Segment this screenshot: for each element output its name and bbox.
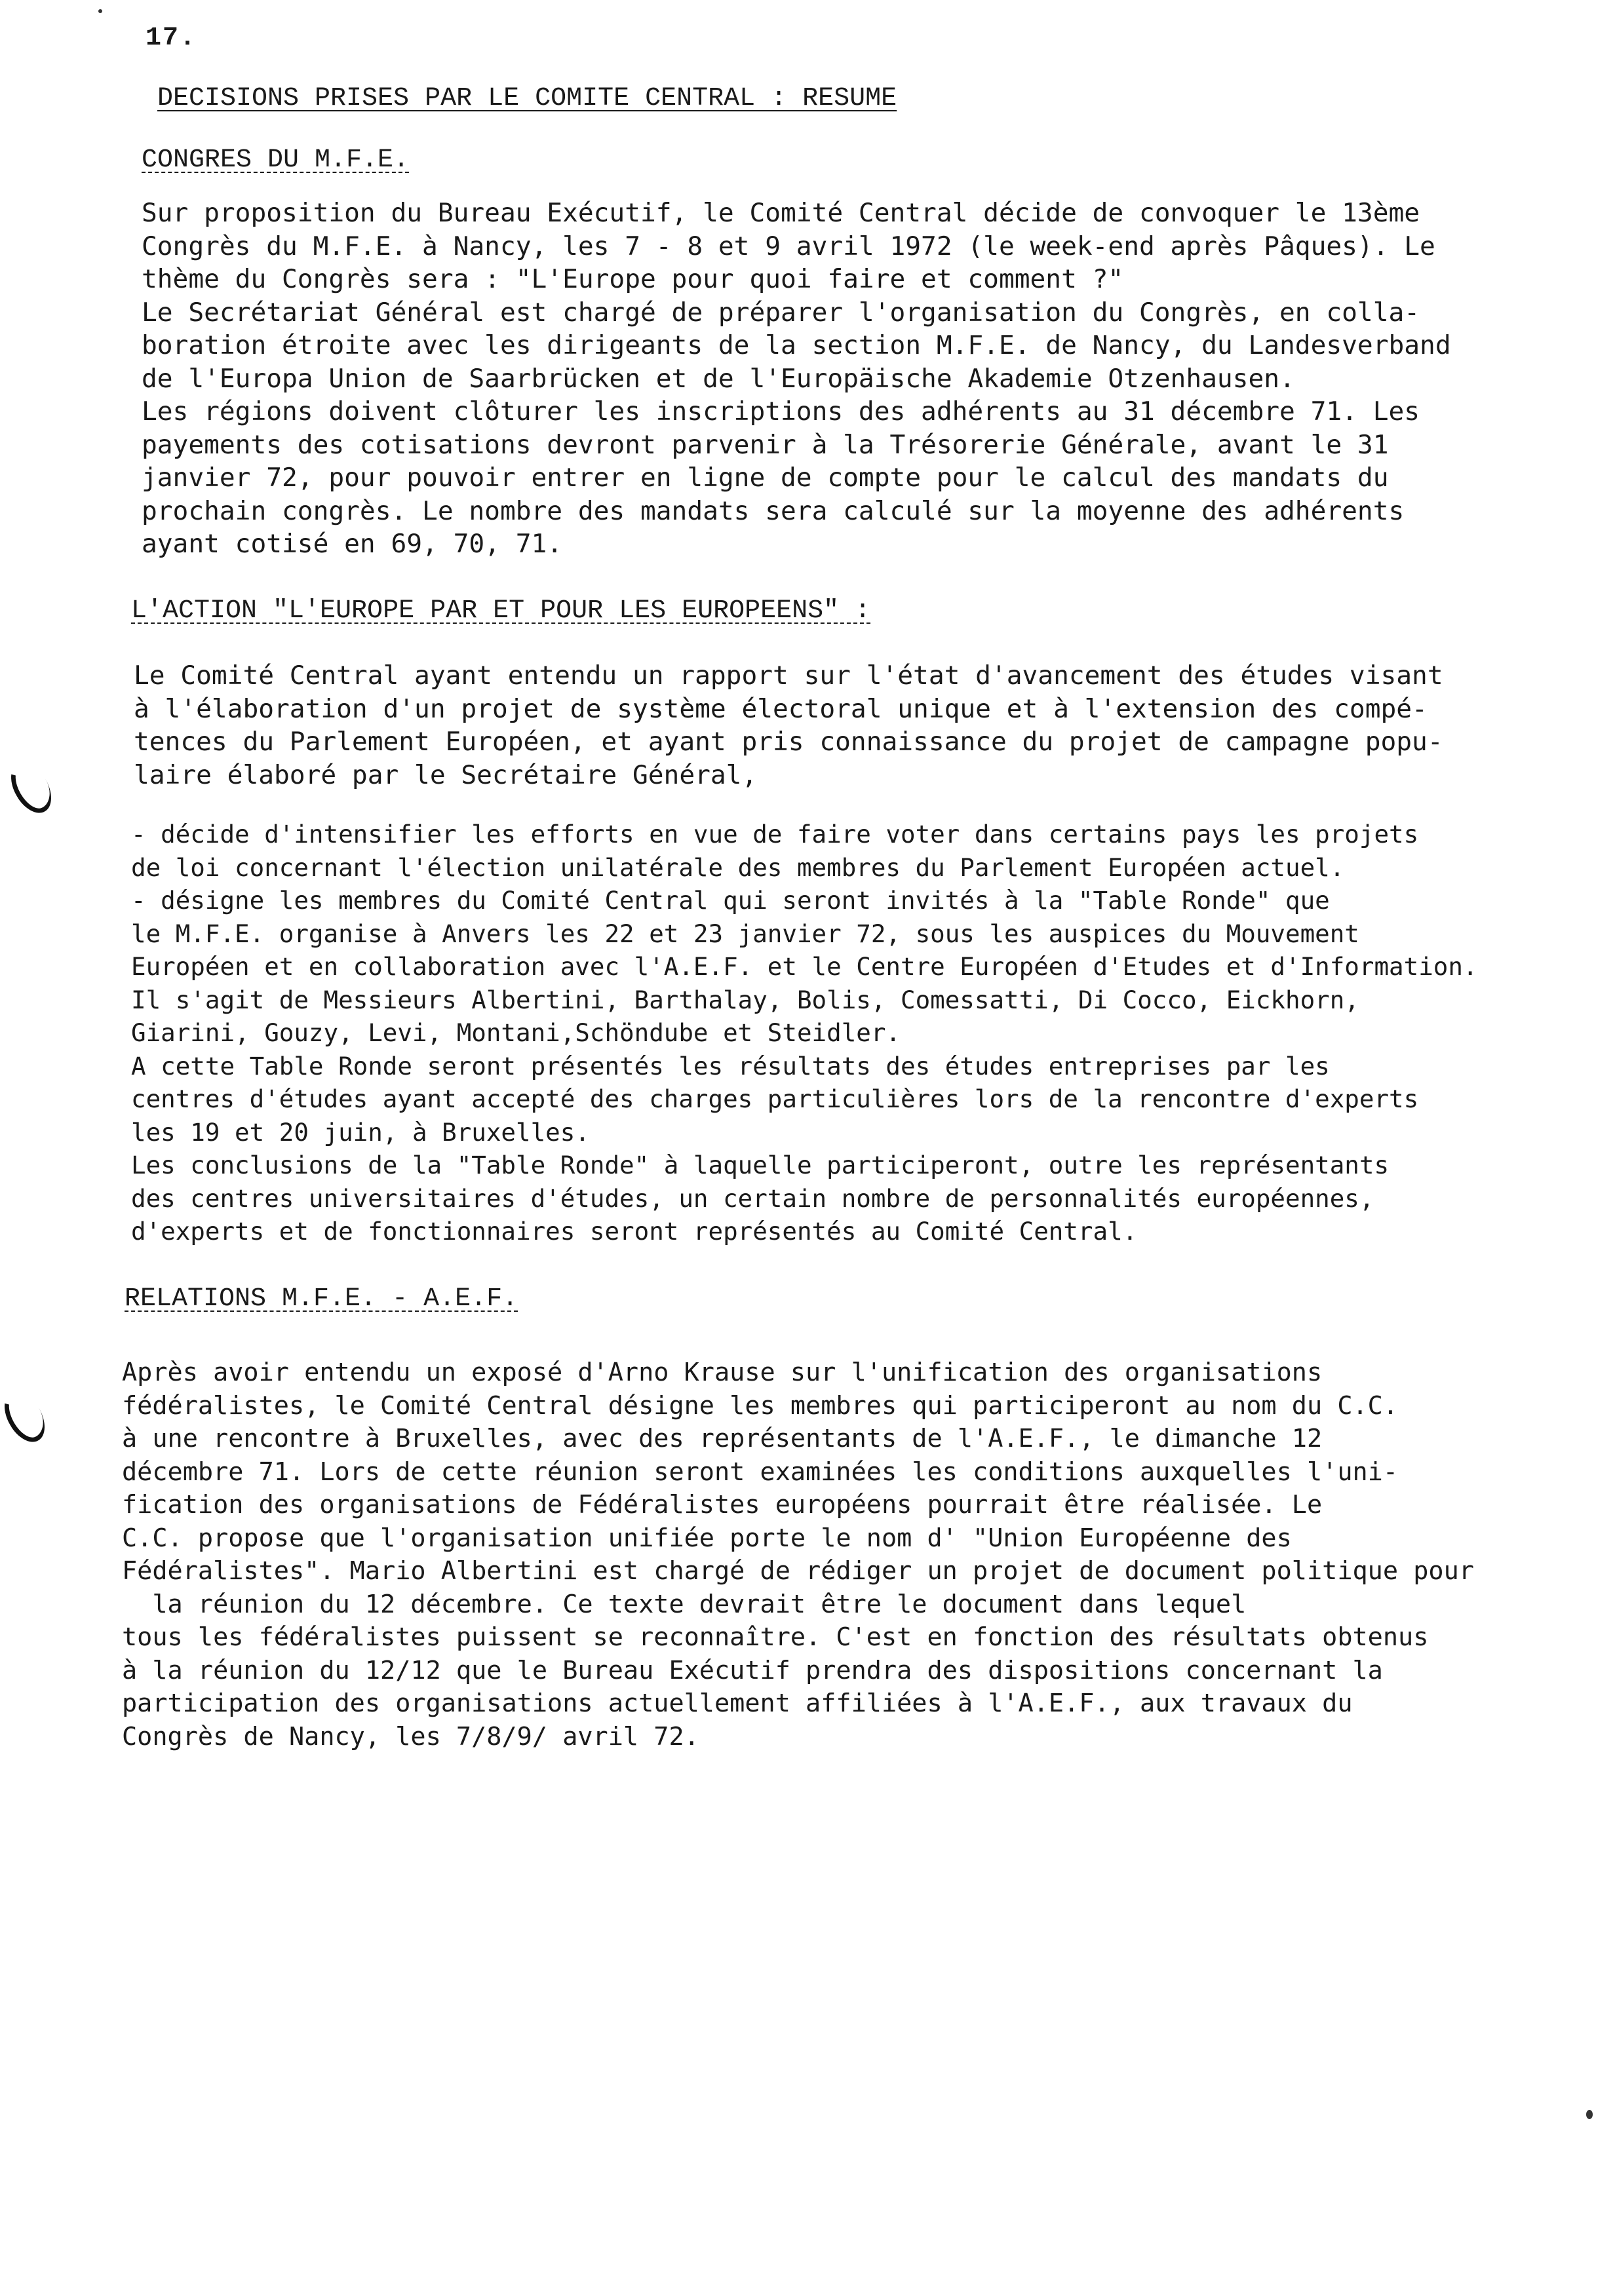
- page-number: 17.: [146, 24, 197, 53]
- punch-hole-mark-top: [3, 756, 59, 820]
- paragraph-congres: Sur proposition du Bureau Exécutif, le Comité Central décide de convoquer le 13ème Congrès du M.F.E. à Nancy, les 7 - 8 et 9 avril 1972 (le week-end après Pâques). Le thème du Congrès sera : "L'Europe pour quoi faire et comment ?" Le Secrétariat Général est chargé de préparer l'organisation du Congrès, en colla- boration étroite avec les dirigeants de la section M.F.E. de Nancy, du Landesverband de l'Europa Union de Saarbrücken et de l'Europäische Akademie Otzenhausen. Les régions doivent clôturer les inscriptions des adhérents au 31 décembre 71. Les payements des cotisations devront parvenir à la Trésorerie Générale, avant le 31 janvier 72, pour pouvoir entrer en ligne de compte pour le calcul des mandats du prochain congrès. Le nombre des mandats sera calculé sur la moyenne des adhérents ayant cotisé en 69, 70, 71.: [142, 198, 1451, 559]
- scan-speck: [98, 9, 102, 13]
- paragraph-action-decisions: - décide d'intensifier les efforts en vue de faire voter dans certains pays les projets de loi concernant l'élection unilatérale des membres du Parlement Européen actuel. - désigne les membres du Comité Central qui seront invités à la "Table Ronde" que le M.F.E. organise à Anvers les 22 et 23 janvier 72, sous les auspices du Mouvement Européen et en collaboration avec l'A.E.F. et le Centre Européen d'Etudes et d'Information. Il s'agit de Messieurs Albertini, Barthalay, Bolis, Comessatti, Di Cocco, Eickhorn, Giarini, Gouzy, Levi, Montani,Schöndube et Steidler. A cette Table Ronde seront présentés les résultats des études entreprises par les centres d'études ayant accepté des charges particulières lors de la rencontre d'experts les 19 et 20 juin, à Bruxelles. Les conclusions de la "Table Ronde" à laquelle participeront, outre les représentants des centres universitaires d'études, un certain nombre de personnalités européennes, d'experts et de fonctionnaires seront représentés au Comité Central.: [131, 820, 1478, 1246]
- paragraph-action-intro: Le Comité Central ayant entendu un rapport sur l'état d'avancement des études visant à l'élaboration d'un projet de système électoral unique et à l'extension des compé- tences du Parlement Européen, et ayant pris connaissance du projet de campagne popu- laire élaboré par le Secrétaire Général,: [134, 660, 1443, 790]
- section-heading-congres: CONGRES DU M.F.E.: [142, 145, 410, 175]
- section-heading-action: L'ACTION "L'EUROPE PAR ET POUR LES EUROPEENS" :: [131, 596, 871, 626]
- scan-speck-corner: [1586, 2110, 1593, 2119]
- document-title: DECISIONS PRISES PAR LE COMITE CENTRAL : RESUME: [157, 84, 897, 113]
- punch-hole-mark-bottom: [0, 1385, 53, 1449]
- section-heading-relations: RELATIONS M.F.E. - A.E.F.: [125, 1284, 518, 1314]
- paragraph-relations: Après avoir entendu un exposé d'Arno Krause sur l'unification des organisations fédéralistes, le Comité Central désigne les membres qui participeront au nom du C.C. à une rencontre à Bruxelles, avec des représentants de l'A.E.F., le dimanche 12 décembre 71. Lors de cette réunion seront examinées les conditions auxquelles l'uni- fication des organisations de Fédéralistes européens pourrait être réalisée. Le C.C. propose que l'organisation unifiée porte le nom d' "Union Européenne des Fédéralistes". Mario Albertini est chargé de rédiger un projet de document politique pour la réunion du 12 décembre. Ce texte devrait être le document dans lequel tous les fédéralistes puissent se reconnaître. C'est en fonction des résultats obtenus à la réunion du 12/12 que le Bureau Exécutif prendra des dispositions concernant la participation des organisations actuellement affiliées à l'A.E.F., aux travaux du Congrès de Nancy, les 7/8/9/ avril 72.: [122, 1358, 1474, 1751]
